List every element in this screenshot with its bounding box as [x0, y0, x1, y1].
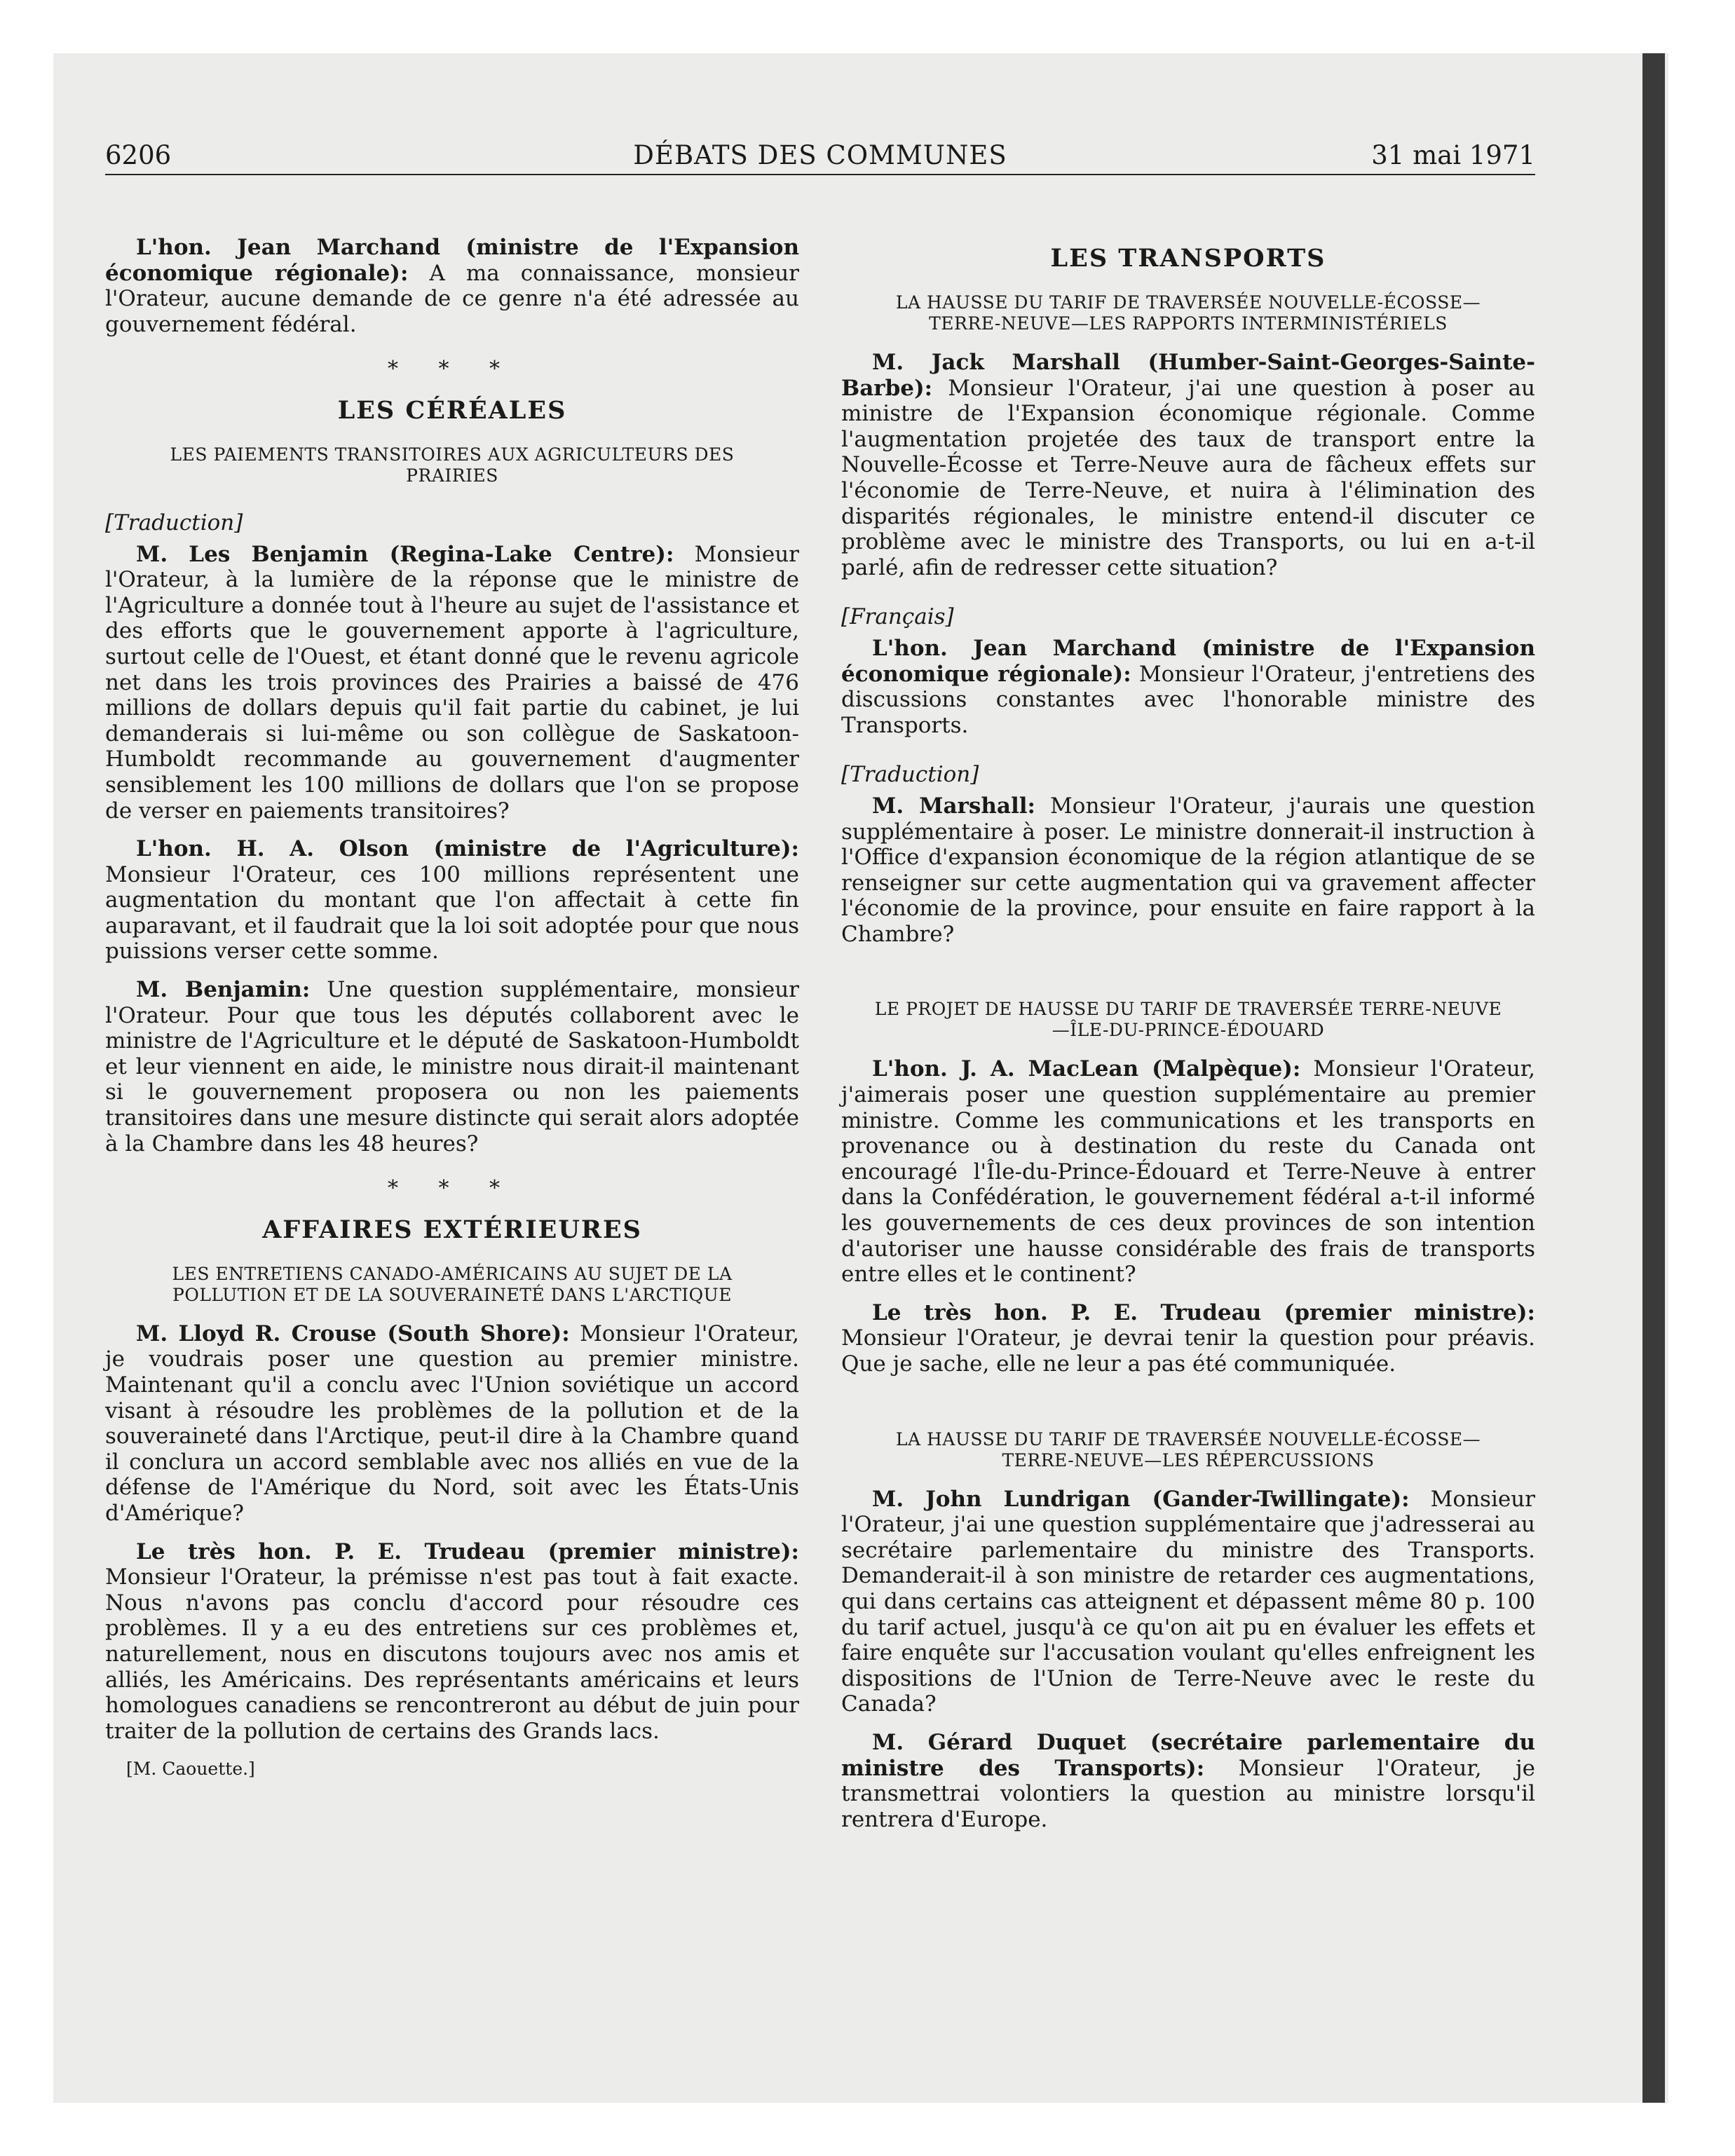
speaker: M. Jack Marshall (Humber-Saint-Georges-Sainte-Barbe):: [841, 350, 1535, 401]
section-subtitle: LES PAIEMENTS TRANSITOIRES AUX AGRICULTEURS DES PRAIRIES: [170, 444, 735, 486]
publication-title: DÉBATS DES COMMUNES: [633, 140, 1007, 170]
speaker: L'hon. J. A. MacLean (Malpèque):: [872, 1056, 1301, 1082]
language-note: [Français]: [841, 604, 954, 630]
speaker: L'hon. Jean Marchand (ministre de l'Expansion économique régionale):: [105, 235, 799, 286]
paragraph: Le très hon. P. E. Trudeau (premier ministre): Monsieur l'Orateur, la prémisse n'est pas tout à fait exacte. Nous n'avons pas conclu d'accord pour résoudre ces problèmes. Il y a eu des entretiens sur ces problèmes et, naturellement, nous en discutons toujours avec nos amis et alliés, les Américains. Des représentants américains et leurs homologues canadiens se rencontreront au début de juin pour traiter de la pollution de certains des Grands lacs.: [105, 1538, 799, 1744]
section-title: LES TRANSPORTS: [1050, 244, 1326, 273]
speaker: M. Gérard Duquet (secrétaire parlementaire du ministre des Transports):: [841, 1729, 1535, 1781]
speaker: Le très hon. P. E. Trudeau (premier ministre):: [872, 1299, 1535, 1325]
speaker: M. Les Benjamin (Regina-Lake Centre):: [136, 541, 674, 567]
section-title: AFFAIRES EXTÉRIEURES: [262, 1215, 642, 1244]
speaker: M. Lloyd R. Crouse (South Shore):: [136, 1321, 570, 1346]
speaker: L'hon. H. A. Olson (ministre de l'Agriculture):: [136, 836, 799, 862]
paragraph: M. Lloyd R. Crouse (South Shore): Monsieur l'Orateur, je voudrais poser une question au premier ministre. Maintenant qu'il a conclu avec l'Union soviétique un accord visant à résoudre les problèmes de la pollution et de la souveraineté dans l'Arctique, peut-il dire à la Chambre quand il conclura un accord semblable avec nos alliés en vue de la défense de l'Amérique du Nord, soit avec les États-Unis d'Amérique?: [105, 1321, 799, 1526]
page-header: [105, 140, 1535, 175]
spacer: [841, 960, 1535, 992]
section-subtitle: LA HAUSSE DU TARIF DE TRAVERSÉE NOUVELLE-ÉCOSSE—TERRE-NEUVE—LES RAPPORTS INTERMINISTÉRIELS: [895, 292, 1481, 334]
section-title: LES CÉRÉALES: [337, 395, 567, 425]
scan-edge-shadow: [1642, 53, 1665, 2103]
paragraph: M. Jack Marshall (Humber-Saint-Georges-Sainte-Barbe): Monsieur l'Orateur, j'ai une question à poser au ministre de l'Expansion économique régionale. Comme l'augmentation projetée des taux de transport entre la Nouvelle-Écosse et Terre-Neuve aura de fâcheux effets sur l'économie de Terre-Neuve, et nuira à l'élimination des disparités régionales, le ministre entend-il discuter ce problème avec le ministre des Transports, ou lui en a-t-il parlé, afin de redresser cette situation?: [841, 350, 1535, 580]
paragraph: L'hon. H. A. Olson (ministre de l'Agriculture): Monsieur l'Orateur, ces 100 millions représentent une augmentation du montant que l'on affectait à cette fin auparavant, et il faudrait que la loi soit adoptée pour que nous puissions verser cette somme.: [105, 836, 799, 964]
spacer: [841, 1390, 1535, 1422]
paragraph: M. Les Benjamin (Regina-Lake Centre): Monsieur l'Orateur, à la lumière de la réponse que le ministre de l'Agriculture a donnée tout à l'heure au sujet de l'assistance et des efforts que le gouvernement apporte à l'agriculture, surtout celle de l'Ouest, et étant donné que le revenu agricole net dans les trois provinces des Prairies a baissé de 476 millions de dollars depuis qu'il fait partie du cabinet, je lui demanderais si lui-même ou son collègue de Saskatoon-Humboldt recommande au gouvernement d'augmenter sensiblement les 100 millions de dollars que l'on se propose de verser en paiements transitoires?: [105, 541, 799, 824]
paragraph: L'hon. J. A. MacLean (Malpèque): Monsieur l'Orateur, j'aimerais poser une question supplémentaire au premier ministre. Comme les communications et les transports en provenance ou à destination du reste du Canada ont encouragé l'Île-du-Prince-Édouard et Terre-Neuve à entrer dans la Confédération, le gouvernement fédéral a-t-il informé les gouvernements de ces deux provinces de son intention d'autoriser une hausse considérable des frais de transports entre elles et le continent?: [841, 1056, 1535, 1288]
right-column: [841, 235, 1535, 1845]
paragraph: L'hon. Jean Marchand (ministre de l'Expansion économique régionale): Monsieur l'Orateur, j'entretiens des discussions constantes avec l'honorable ministre des Transports.: [841, 635, 1536, 738]
section-subtitle: LE PROJET DE HAUSSE DU TARIF DE TRAVERSÉE TERRE-NEUVE—ÎLE-DU-PRINCE-ÉDOUARD: [874, 999, 1502, 1041]
language-note: [Traduction]: [841, 762, 979, 788]
paragraph: L'hon. Jean Marchand (ministre de l'Expansion économique régionale): A ma connaissance, monsieur l'Orateur, aucune demande de ce genre n'a été adressée au gouvernement fédéral.: [105, 235, 799, 337]
speaker: M. Marshall:: [872, 793, 1035, 819]
speaker: M. John Lundrigan (Gander-Twillingate):: [872, 1486, 1410, 1512]
paragraph: M. John Lundrigan (Gander-Twillingate): Monsieur l'Orateur, j'ai une question supplémentaire que j'adresserai au secrétaire parlementaire du ministre des Transports. Demanderait-il à son ministre de retarder ces augmentations, qui dans certains cas atteignent et dépassent même 80 p. 100 du tarif actuel, jusqu'à ce qu'on ait pu en évaluer les effets et faire enquête sur l'accusation voulant qu'elles enfreignent les dispositions de l'Union de Terre-Neuve avec le reste du Canada?: [841, 1486, 1535, 1717]
paragraph: M. Gérard Duquet (secrétaire parlementaire du ministre des Transports): Monsieur l'Orateur, je transmettrai volontiers la question au ministre lorsqu'il rentrera d'Europe.: [841, 1729, 1535, 1832]
language-note: [Traduction]: [105, 510, 243, 535]
paragraph: Le très hon. P. E. Trudeau (premier ministre): Monsieur l'Orateur, je devrai tenir la question pour préavis. Que je sache, elle ne leur a pas été communiquée.: [841, 1299, 1535, 1377]
section-subtitle: LES ENTRETIENS CANADO-AMÉRICAINS AU SUJET DE LA POLLUTION ET DE LA SOUVERAINETÉ DANS L'ARCTIQUE: [172, 1263, 733, 1305]
section-subtitle: LA HAUSSE DU TARIF DE TRAVERSÉE NOUVELLE-ÉCOSSE—TERRE-NEUVE—LES RÉPERCUSSIONS: [895, 1428, 1481, 1471]
paragraph: M. Benjamin: Une question supplémentaire, monsieur l'Orateur. Pour que tous les députés collaborent avec le ministre de l'Agriculture et le député de Saskatoon-Humboldt et leur viennent en aide, le ministre nous dirait-il maintenant si le gouvernement proposera ou non les paiements transitoires dans une mesure distincte qui serait alors adoptée à la Chambre dans les 48 heures?: [105, 977, 799, 1157]
speaker: M. Benjamin:: [136, 977, 311, 1003]
section-separator: * * *: [387, 357, 517, 382]
paragraph: M. Marshall: Monsieur l'Orateur, j'aurais une question supplémentaire à poser. Le ministre donnerait-il instruction à l'Office d'expansion économique de la région atlantique de se renseigner sur cette augmentation qui va gravement affecter l'économie de la province, pour ensuite en faire rapport à la Chambre?: [841, 793, 1535, 947]
speaker: Le très hon. P. E. Trudeau (premier ministre):: [136, 1538, 799, 1564]
section-separator: * * *: [387, 1176, 517, 1201]
page-number: 6206: [105, 140, 172, 170]
speaker: L'hon. Jean Marchand (ministre de l'Expansion économique régionale):: [841, 635, 1535, 687]
left-column: [105, 235, 799, 1782]
footnote: [M. Caouette.]: [126, 1759, 255, 1780]
issue-date: 31 mai 1971: [1371, 140, 1535, 170]
